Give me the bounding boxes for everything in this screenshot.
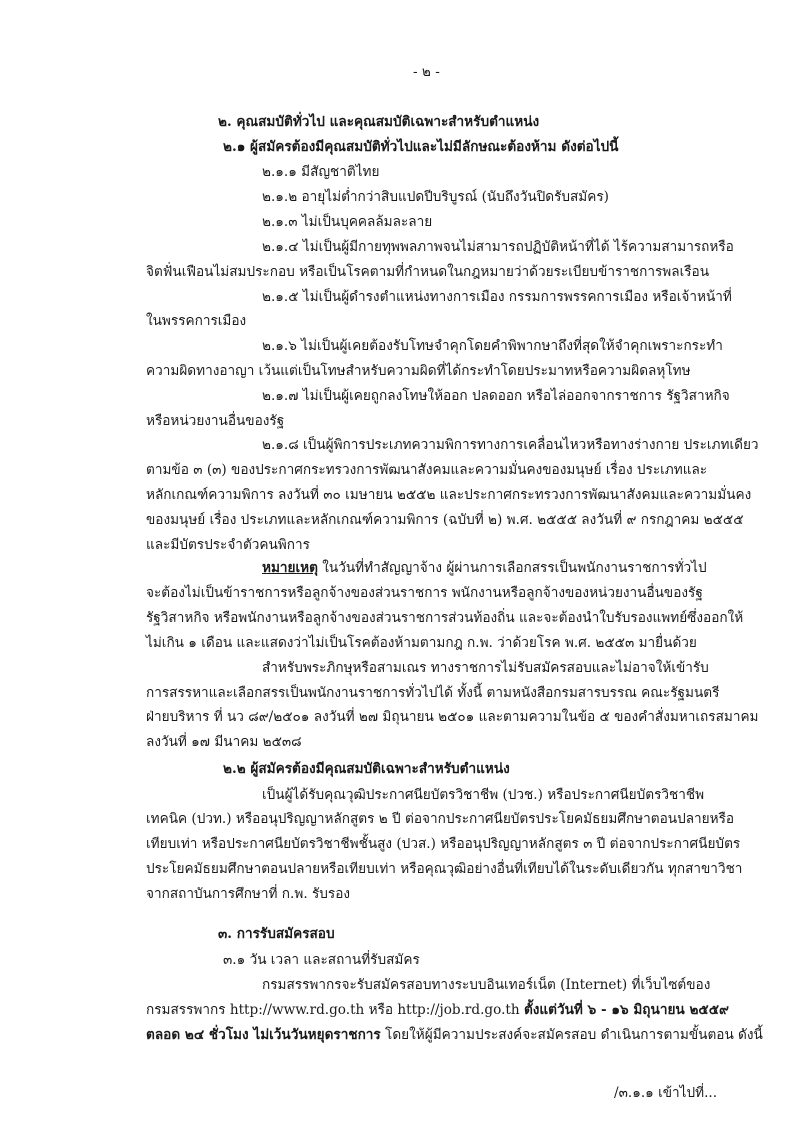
section-3-1-line-3 [146,1025,763,1045]
item-2-1-1: ๒.๑.๑ มีสัญชาติไทย [262,164,380,180]
section-3-heading: ๓. การรับสมัครสอบ [218,926,335,942]
item-2-1-7-line-2: หรือหน่วยงานอื่นของรัฐ [146,413,285,429]
continuation-marker: /๓.๑.๑ เข้าไปที่... [614,1085,718,1101]
section-2-2-line-4: ประโยคมัธยมศึกษาตอนปลายหรือเทียบเท่า หรือคุณวุฒิอย่างอื่นที่เทียบได้ในระดับเดียวกัน ทุกสาขาวิชา [146,861,743,877]
note-text: ในวันที่ทำสัญญาจ้าง ผู้ผ่านการเลือกสรรเป็นพนักงานราชการทั่วไป [317,560,707,576]
item-2-1-6-line-2: ความผิดทางอาญา เว้นแต่เป็นโทษสำหรับความผิดที่ได้กระทำโดยประมาทหรือความผิดลหุโทษ [146,363,691,379]
item-2-1-8-line-5: และมีบัตรประจำตัวคนพิการ [146,537,310,553]
section-2-2-line-2: เทคนิค (ปวท.) หรืออนุปริญญาหลักสูตร ๒ ปี ต่อจากประกาศนียบัตรประโยคมัธยมศึกษาตอนปลายหรือ [146,811,735,827]
page-number: - ๒ - [413,64,440,80]
note-label: หมายเหตุ [262,560,318,576]
item-2-1-4-line-1: ๒.๑.๔ ไม่เป็นผู้มีกายทุพพลภาพจนไม่สามารถปฏิบัติหน้าที่ได้ ไร้ความสามารถหรือ [262,239,734,255]
section-3-1-line-1: กรมสรรพากรจะรับสมัครสอบทางระบบอินเทอร์เน็ต (Internet) ที่เว็บไซต์ของ [262,977,711,993]
website-urls: กรมสรรพากร http://www.rd.go.th หรือ http://job.rd.go.th [146,1002,524,1018]
item-2-1-4-line-2: จิตฟั่นเฟือนไม่สมประกอบ หรือเป็นโรคตามที่กำหนดในกฎหมายว่าด้วยระเบียบข้าราชการพลเรือน [146,264,710,280]
note-line-4: ไม่เกิน ๑ เดือน และแสดงว่าไม่เป็นโรคต้องห้ามตามกฎ ก.พ. ว่าด้วยโรค พ.ศ. ๒๕๕๓ มายื่นด้วย [146,635,697,651]
section-3-1-line-2 [146,1000,729,1020]
monk-line-2: การสรรหาและเลือกสรรเป็นพนักงานราชการทั่วไปได้ ทั้งนี้ ตามหนังสือกรมสารบรรณ คณะรัฐมนตรี [146,685,720,701]
section-2-2-line-1: เป็นผู้ได้รับคุณวุฒิประกาศนียบัตรวิชาชีพ (ปวช.) หรือประกาศนียบัตรวิชาชีพ [262,787,705,803]
section-2-heading: ๒. คุณสมบัติทั่วไป และคุณสมบัติเฉพาะสำหรับตำแหน่ง [218,114,540,130]
item-2-1-7-line-1: ๒.๑.๗ ไม่เป็นผู้เคยถูกลงโทษให้ออก ปลดออก หรือไล่ออกจากราชการ รัฐวิสาหกิจ [262,388,730,404]
section-2-1-heading: ๒.๑ ผู้สมัครต้องมีคุณสมบัติทั่วไปและไม่มีลักษณะต้องห้าม ดังต่อไปนี้ [223,139,619,155]
section-3-1-heading: ๓.๑ วัน เวลา และสถานที่รับสมัคร [223,952,420,968]
note-line-2: จะต้องไม่เป็นข้าราชการหรือลูกจ้างของส่วนราชการ พนักงานหรือลูกจ้างของหน่วยงานอื่นของรัฐ [146,585,703,601]
item-2-1-5-line-2: ในพรรคการเมือง [146,313,247,329]
section-2-2-heading: ๒.๒ ผู้สมัครต้องมีคุณสมบัติเฉพาะสำหรับตำแหน่ง [223,761,510,777]
item-2-1-8-line-4: ของมนุษย์ เรื่อง ประเภทและหลักเกณฑ์ความพิการ (ฉบับที่ ๒) พ.ศ. ๒๕๕๕ ลงวันที่ ๙ กรกฎาคม ๒๕๕๕ [146,512,744,528]
monk-line-3: ฝ่ายบริหาร ที่ นว ๘๙/๒๕๐๑ ลงวันที่ ๒๗ มิถุนายน ๒๕๐๑ และตามความในข้อ ๕ ของคำสั่งมหาเถรสมาคม [146,709,759,725]
item-2-1-8-line-2: ตามข้อ ๓ (๓) ของประกาศกระทรวงการพัฒนาสังคมและความมั่นคงของมนุษย์ เรื่อง ประเภทและ [146,462,708,478]
item-2-1-6-line-1: ๒.๑.๖ ไม่เป็นผู้เคยต้องรับโทษจำคุกโดยคำพิพากษาถึงที่สุดให้จำคุกเพราะกระทำ [262,338,723,354]
note-line-3: รัฐวิสาหกิจ หรือพนักงานหรือลูกจ้างของส่วนราชการส่วนท้องถิ่น และจะต้องนำใบรับรองแพทย์ซึ่งออกให้ [146,610,744,626]
item-2-1-8-line-3: หลักเกณฑ์ความพิการ ลงวันที่ ๓๐ เมษายน ๒๕๕๒ และประกาศกระทรวงการพัฒนาสังคมและความมั่นคง [146,487,752,503]
item-2-1-5-line-1: ๒.๑.๕ ไม่เป็นผู้ดำรงตำแหน่งทางการเมือง กรรมการพรรคการเมือง หรือเจ้าหน้าที่ [262,289,732,305]
procedure-intro: โดยให้ผู้มีความประสงค์จะสมัครสอบ ดำเนินการตามขั้นตอน ดังนี้ [380,1027,763,1043]
item-2-1-8-line-1: ๒.๑.๘ เป็นผู้พิการประเภทความพิการทางการเคลื่อนไหวหรือทางร่างกาย ประเภทเดียว [262,437,759,453]
section-2-2-line-3: เทียบเท่า หรือประกาศนียบัตรวิชาชีพชั้นสูง (ปวส.) หรืออนุปริญญาหลักสูตร ๓ ปี ต่อจากประกาศนียบัตร [146,836,741,852]
item-2-1-2: ๒.๑.๒ อายุไม่ต่ำกว่าสิบแปดปีบริบูรณ์ (นับถึงวันปิดรับสมัคร) [262,189,609,205]
application-dates: ตั้งแต่วันที่ ๖ - ๑๖ มิถุนายน ๒๕๕๙ [523,1002,729,1018]
application-hours: ตลอด ๒๔ ชั่วโมง ไม่เว้นวันหยุดราชการ [146,1027,381,1043]
monk-line-1: สำหรับพระภิกษุหรือสามเณร ทางราชการไม่รับสมัครสอบและไม่อาจให้เข้ารับ [262,660,709,676]
monk-line-4: ลงวันที่ ๑๗ มีนาคม ๒๕๓๘ [146,734,302,750]
note-line-1 [262,558,707,578]
item-2-1-3: ๒.๑.๓ ไม่เป็นบุคคลล้มละลาย [262,214,433,230]
section-2-2-line-5: จากสถาบันการศึกษาที่ ก.พ. รับรอง [146,886,350,902]
